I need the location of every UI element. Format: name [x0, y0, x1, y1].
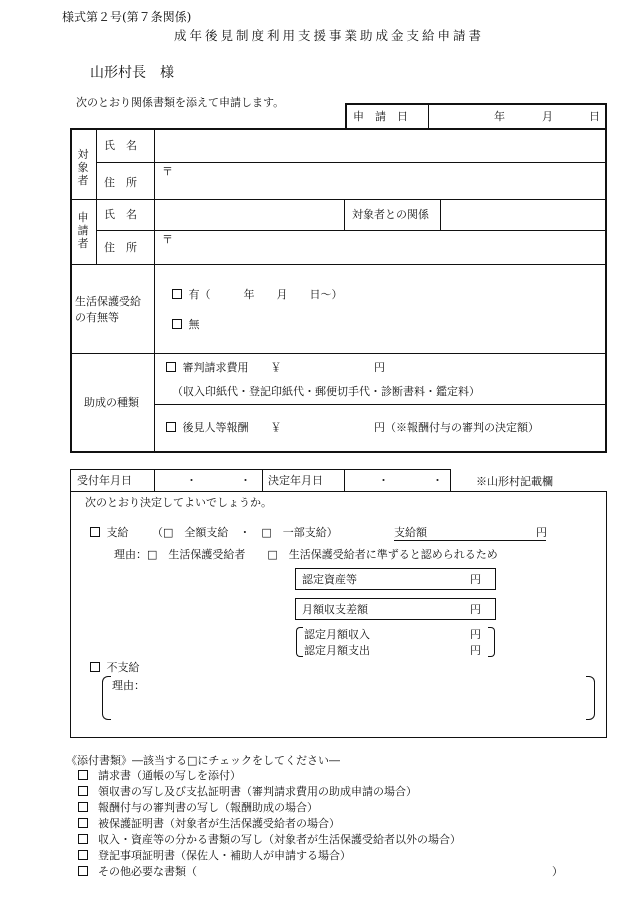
- welfare-no-label: 無: [188, 318, 200, 331]
- monthly-expense-label: 認定月額支出: [304, 644, 370, 657]
- applicant-name-label: 氏 名: [104, 208, 137, 221]
- aid-fee-amount-field[interactable]: [290, 358, 370, 374]
- nopay-reason-label: 理由：: [112, 679, 145, 692]
- other-documents-field[interactable]: [210, 862, 540, 878]
- attachment-label: その他必要な書類（: [98, 865, 197, 878]
- attachments-heading: 《添付書類》―該当する□にチェックをしてください―: [66, 754, 341, 767]
- aid-reward-checkbox[interactable]: [166, 422, 176, 432]
- nopay-label: 不支給: [106, 661, 140, 674]
- subject-name-label: 氏 名: [104, 139, 137, 152]
- aid-reward-label: 後見人等報酬 ￥: [182, 421, 282, 434]
- attachment-checkbox[interactable]: [78, 818, 88, 828]
- attachment-checkbox[interactable]: [78, 834, 88, 844]
- pay-options: （□ 全額支給 ・ □ 一部支給）: [152, 526, 338, 539]
- apply-date-label: 申 請 日: [353, 110, 408, 123]
- subject-name-field[interactable]: [156, 131, 604, 160]
- subject-group-label: 対象者: [77, 148, 89, 187]
- subject-address-label: 住 所: [104, 176, 137, 189]
- attachment-checkbox[interactable]: [78, 786, 88, 796]
- decision-intro: 次のとおり決定してよいでしょうか。: [85, 496, 272, 509]
- aid-fee-label: 審判請求費用 ￥: [182, 361, 282, 374]
- monthly-income-label: 認定月額収入: [304, 628, 370, 641]
- decided-date-value[interactable]: ・ ・: [378, 474, 459, 487]
- subject-address-field[interactable]: [172, 164, 604, 197]
- apply-date-month: 月: [542, 110, 553, 123]
- intro-text: 次のとおり関係書類を添えて申請します。: [76, 96, 285, 109]
- attachment-label: 登記事項証明書（保佐人・補助人が申請する場合）: [98, 849, 351, 862]
- received-date-value[interactable]: ・ ・: [186, 474, 267, 487]
- welfare-yes-checkbox[interactable]: [172, 289, 182, 299]
- welfare-no-checkbox[interactable]: [172, 319, 182, 329]
- assets-unit: 円: [470, 573, 481, 586]
- pay-checkbox[interactable]: [90, 527, 100, 537]
- aid-reward-amount-field[interactable]: [290, 418, 370, 434]
- decided-date-label: 決定年月日: [268, 474, 323, 487]
- aid-type-label: 助成の種類: [84, 396, 139, 409]
- form-number: 様式第２号(第７条関係): [62, 10, 192, 24]
- applicant-name-field[interactable]: [156, 201, 342, 228]
- monthly-expense-unit: 円: [470, 644, 481, 657]
- attachment-checkbox[interactable]: [78, 802, 88, 812]
- office-use-note: ※山形村記載欄: [476, 475, 553, 488]
- applicant-address-label: 住 所: [104, 241, 137, 254]
- monthly-diff-unit: 円: [470, 603, 481, 616]
- nopay-reason-field[interactable]: [150, 678, 580, 716]
- attachment-label: 収入・資産等の分かる書類の写し（対象者が生活保護受給者以外の場合）: [98, 833, 461, 846]
- aid-fee-checkbox[interactable]: [166, 362, 176, 372]
- welfare-label-line1: 生活保護受給: [75, 295, 141, 308]
- nopay-checkbox[interactable]: [90, 662, 100, 672]
- aid-fee-note: （収入印紙代・登記印紙代・郵便切手代・診断書料・鑑定料）: [172, 385, 480, 398]
- attachment-label: 被保護証明書（対象者が生活保護受給者の場合）: [98, 817, 340, 830]
- monthly-diff-label: 月額収支差額: [302, 603, 368, 616]
- pay-reason-line: 理由：□ 生活保護受給者 □ 生活保護受給者に準ずると認められるため: [114, 548, 498, 561]
- attachment-checkbox[interactable]: [78, 770, 88, 780]
- subject-postal-mark: 〒: [162, 165, 173, 178]
- apply-date-day: 日: [589, 110, 600, 123]
- attachment-checkbox[interactable]: [78, 850, 88, 860]
- pay-amount-unit: 円: [536, 526, 547, 539]
- attachment-label: 報酬付与の審判書の写し（報酬助成の場合）: [98, 801, 318, 814]
- apply-date-year: 年: [494, 110, 505, 123]
- applicant-address-field[interactable]: [172, 232, 604, 262]
- pay-label: 支給: [106, 526, 129, 539]
- other-documents-close: ）: [552, 865, 563, 878]
- applicant-relation-label: 対象者との関係: [352, 208, 429, 221]
- attachment-checkbox[interactable]: [78, 866, 88, 876]
- aid-reward-unit: 円（※報酬付与の審判の決定額）: [374, 421, 539, 434]
- applicant-group-label: 申請者: [77, 211, 89, 250]
- attachment-label: 請求書（通帳の写しを添付）: [98, 769, 241, 782]
- form-title: 成年後見制度利用支援事業助成金支給申請書: [174, 28, 485, 43]
- welfare-yes-label: 有（ 年 月 日〜）: [188, 288, 343, 301]
- attachment-label: 領収書の写し及び支払証明書（審判請求費用の助成申請の場合）: [98, 785, 417, 798]
- assets-label: 認定資産等: [302, 573, 357, 586]
- aid-fee-unit: 円: [374, 361, 385, 374]
- monthly-income-unit: 円: [470, 628, 481, 641]
- applicant-postal-mark: 〒: [162, 233, 173, 246]
- pay-amount-label: 支給額: [394, 526, 427, 539]
- addressee: 山形村長 様: [90, 65, 174, 81]
- applicant-relation-field[interactable]: [442, 201, 604, 228]
- received-date-label: 受付年月日: [77, 474, 132, 487]
- welfare-label-line2: の有無等: [75, 311, 119, 324]
